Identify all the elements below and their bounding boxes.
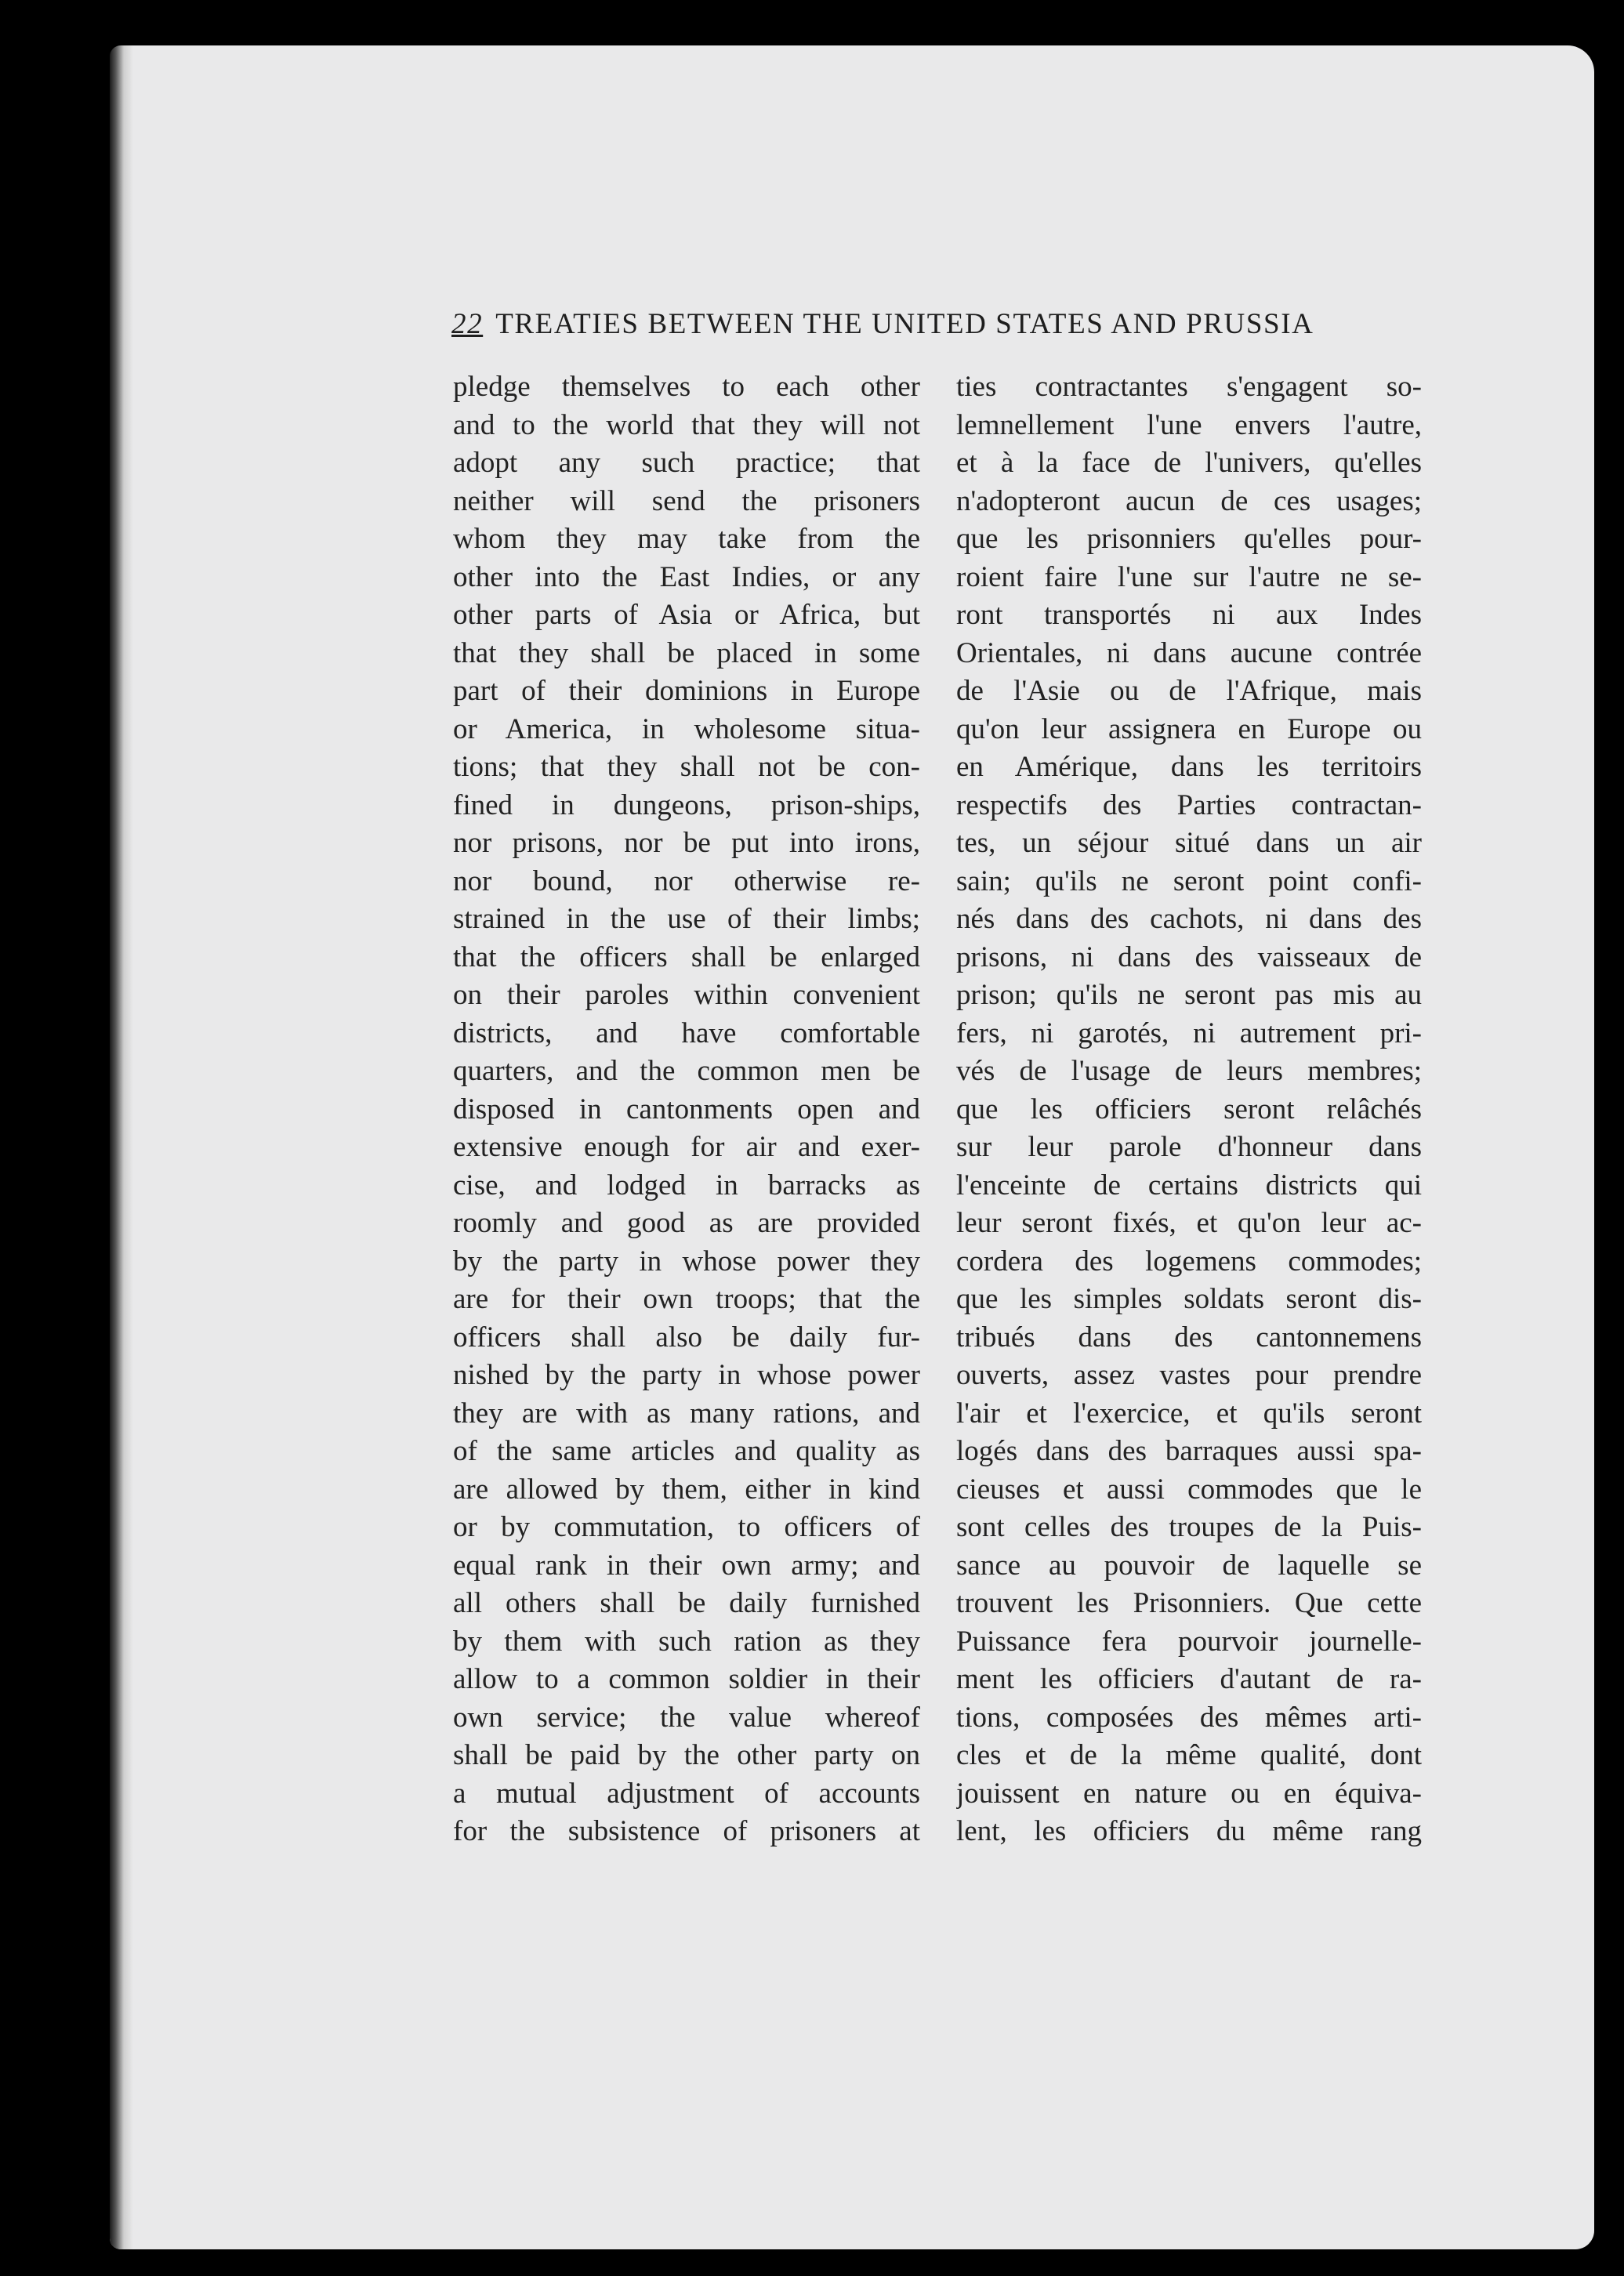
french-text-line: fers, ni garotés, ni autrement pri- <box>956 1017 1422 1049</box>
english-text-line: own service; the value whereof <box>453 1701 920 1734</box>
english-text-line: equal rank in their own army; and <box>453 1549 920 1582</box>
page-edge-shadow <box>110 45 133 2249</box>
page-number: 22 <box>451 308 484 340</box>
running-title: TREATIES BETWEEN THE UNITED STATES AND PRUSSIA <box>495 308 1314 340</box>
english-text-line: on their paroles within convenient <box>453 979 920 1011</box>
french-text-line: roient faire l'une sur l'autre ne se- <box>956 560 1422 593</box>
french-text-line: leur seront fixés, et qu'on leur ac- <box>956 1207 1422 1239</box>
french-text-line: nés dans des cachots, ni dans des <box>956 903 1422 935</box>
french-text-line: prison; qu'ils ne seront pas mis au <box>956 979 1422 1011</box>
english-text-line: adopt any such practice; that <box>453 447 920 479</box>
english-text-line: other parts of Asia or Africa, but <box>453 599 920 631</box>
english-text-line: are allowed by them, either in kind <box>453 1473 920 1506</box>
french-text-line: ront transportés ni aux Indes <box>956 599 1422 631</box>
english-text-line: or by commutation, to officers of <box>453 1511 920 1543</box>
french-text-line: que les officiers seront relâchés <box>956 1093 1422 1125</box>
english-text-line: a mutual adjustment of accounts <box>453 1777 920 1810</box>
french-text-line: cieuses et aussi commodes que le <box>956 1473 1422 1506</box>
english-text-line: shall be paid by the other party on <box>453 1739 920 1771</box>
french-text-line: qu'on leur assignera en Europe ou <box>956 712 1422 745</box>
english-text-column <box>453 368 920 1851</box>
french-text-line: lemnellement l'une envers l'autre, <box>956 408 1422 441</box>
english-text-line: allow to a common soldier in their <box>453 1663 920 1695</box>
french-text-line: Orientales, ni dans aucune contrée <box>956 636 1422 669</box>
french-text-line: n'adopteront aucun de ces usages; <box>956 484 1422 517</box>
english-text-line: neither will send the prisoners <box>453 484 920 517</box>
french-text-line: que les simples soldats seront dis- <box>956 1283 1422 1315</box>
english-text-line: quarters, and the common men be <box>453 1055 920 1087</box>
english-text-line: part of their dominions in Europe <box>453 675 920 707</box>
french-text-line: tribués dans des cantonnemens <box>956 1321 1422 1354</box>
english-text-line: and to the world that they will not <box>453 408 920 441</box>
running-header <box>451 307 1361 354</box>
french-text-line: ties contractantes s'engagent so- <box>956 371 1422 403</box>
english-text-line: disposed in cantonments open and <box>453 1093 920 1125</box>
english-text-line: or America, in wholesome situa- <box>453 712 920 745</box>
english-text-line: officers shall also be daily fur- <box>453 1321 920 1354</box>
french-text-column <box>956 368 1422 1851</box>
english-text-line: pledge themselves to each other <box>453 371 920 403</box>
english-text-line: all others shall be daily furnished <box>453 1587 920 1619</box>
english-text-line: other into the East Indies, or any <box>453 560 920 593</box>
english-text-line: nor bound, nor otherwise re- <box>453 864 920 897</box>
english-text-line: fined in dungeons, prison-ships, <box>453 788 920 821</box>
french-text-line: trouvent les Prisonniers. Que cette <box>956 1587 1422 1619</box>
french-text-line: en Amérique, dans les territoirs <box>956 751 1422 783</box>
french-text-line: et à la face de l'univers, qu'elles <box>956 447 1422 479</box>
english-text-line: cise, and lodged in barracks as <box>453 1169 920 1201</box>
english-text-line: roomly and good as are provided <box>453 1207 920 1239</box>
english-text-line: are for their own troops; that the <box>453 1283 920 1315</box>
english-text-line: tions; that they shall not be con- <box>453 751 920 783</box>
french-text-line: ment les officiers d'autant de ra- <box>956 1663 1422 1695</box>
french-text-line: prisons, ni dans des vaisseaux de <box>956 940 1422 973</box>
french-text-line: de l'Asie ou de l'Afrique, mais <box>956 675 1422 707</box>
english-text-line: for the subsistence of prisoners at <box>453 1815 920 1847</box>
english-text-line: nor prisons, nor be put into irons, <box>453 827 920 859</box>
french-text-line: vés de l'usage de leurs membres; <box>956 1055 1422 1087</box>
english-text-line: by the party in whose power they <box>453 1245 920 1278</box>
english-text-line: extensive enough for air and exer- <box>453 1131 920 1163</box>
french-text-line: l'enceinte de certains districts qui <box>956 1169 1422 1201</box>
french-text-line: ouverts, assez vastes pour prendre <box>956 1359 1422 1391</box>
french-text-line: tions, composées des mêmes arti- <box>956 1701 1422 1734</box>
english-text-line: they are with as many rations, and <box>453 1397 920 1430</box>
french-text-line: cordera des logemens commodes; <box>956 1245 1422 1278</box>
french-text-line: sain; qu'ils ne seront point confi- <box>956 864 1422 897</box>
english-text-line: that they shall be placed in some <box>453 636 920 669</box>
french-text-line: Puissance fera pourvoir journelle- <box>956 1625 1422 1658</box>
french-text-line: respectifs des Parties contractan- <box>956 788 1422 821</box>
french-text-line: jouissent en nature ou en équiva- <box>956 1777 1422 1810</box>
english-text-line: whom they may take from the <box>453 523 920 555</box>
french-text-line: lent, les officiers du même rang <box>956 1815 1422 1847</box>
french-text-line: tes, un séjour situé dans un air <box>956 827 1422 859</box>
french-text-line: sont celles des troupes de la Puis- <box>956 1511 1422 1543</box>
french-text-line: sance au pouvoir de laquelle se <box>956 1549 1422 1582</box>
english-text-line: by them with such ration as they <box>453 1625 920 1658</box>
french-text-line: sur leur parole d'honneur dans <box>956 1131 1422 1163</box>
french-text-line: que les prisonniers qu'elles pour- <box>956 523 1422 555</box>
french-text-line: l'air et l'exercice, et qu'ils seront <box>956 1397 1422 1430</box>
english-text-line: strained in the use of their limbs; <box>453 903 920 935</box>
english-text-line: nished by the party in whose power <box>453 1359 920 1391</box>
english-text-line: districts, and have comfortable <box>453 1017 920 1049</box>
french-text-line: logés dans des barraques aussi spa- <box>956 1435 1422 1467</box>
english-text-line: of the same articles and quality as <box>453 1435 920 1467</box>
english-text-line: that the officers shall be enlarged <box>453 940 920 973</box>
french-text-line: cles et de la même qualité, dont <box>956 1739 1422 1771</box>
